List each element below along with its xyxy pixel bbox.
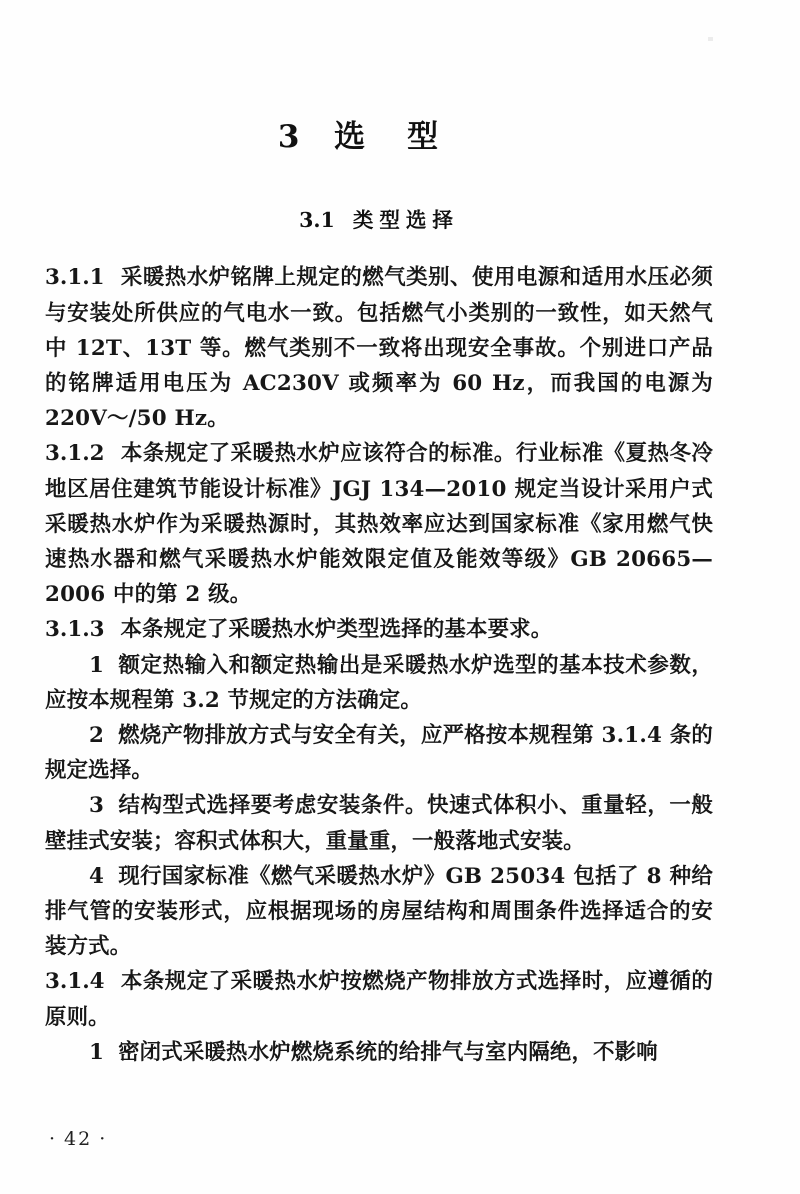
list-item-number: 1	[89, 652, 105, 678]
list-item	[45, 859, 713, 965]
list-item	[45, 1035, 713, 1070]
list-item-number: 4	[89, 863, 105, 889]
list-item-number: 3	[89, 793, 105, 819]
body-text-block	[45, 233, 713, 1070]
clause-number-311: 3.1.1	[45, 265, 105, 291]
clause-paragraph-312	[45, 436, 713, 612]
clause-number-313: 3.1.3	[45, 617, 105, 643]
clause-text-313: 本条规定了采暖热水炉类型选择的基本要求。	[120, 617, 553, 643]
chapter-title-text: 选型	[334, 119, 481, 155]
clause-paragraph-311	[45, 260, 713, 436]
clause-number-314: 3.1.4	[45, 969, 105, 995]
list-item-text: 结构型式选择要考虑安装条件。快速式体积小、重量轻，一般壁挂式安装；容积式体积大，重量重，一般落地式安装。	[45, 793, 713, 854]
folio-dot-right: ·	[99, 1128, 108, 1150]
list-item	[45, 718, 713, 788]
section-title-text: 类型选择	[352, 207, 459, 232]
list-item-number: 1	[89, 1039, 105, 1065]
chapter-number: 3	[277, 119, 301, 155]
list-item-text: 密闭式采暖热水炉燃烧系统的给排气与室内隔绝，不影响	[118, 1039, 658, 1065]
folio-dot-left: ·	[49, 1128, 58, 1150]
list-item-text: 额定热输入和额定热输出是采暖热水炉选型的基本技术参数，应按本规程第 3.2 节规定的方法确定。	[45, 652, 713, 713]
clause-text-312: 本条规定了采暖热水炉应该符合的标准。行业标准《夏热冬冷地区居住建筑节能设计标准》JGJ 134—2010 规定当设计采用户式采暖热水炉作为采暖热源时，其热效率应达到国家标准《家用燃气快速热水器和燃气采暖热水炉能效限定值及能效等级》GB 20665—2006 中的第 2 级。	[45, 441, 713, 608]
clause-paragraph-314	[45, 964, 713, 1034]
page-folio	[42, 1128, 114, 1150]
page-content-column	[45, 0, 713, 1070]
list-item-text: 现行国家标准《燃气采暖热水炉》GB 25034 包括了 8 种给排气管的安装形式，应根据现场的房屋结构和周围条件选择适合的安装方式。	[45, 863, 713, 960]
section-heading	[45, 157, 713, 234]
section-number: 3.1	[299, 207, 335, 232]
list-item	[45, 648, 713, 718]
clause-text-314: 本条规定了采暖热水炉按燃烧产物排放方式选择时，应遵循的原则。	[45, 969, 713, 1030]
list-item	[45, 788, 713, 858]
clause-text-311: 采暖热水炉铭牌上规定的燃气类别、使用电源和适用水压必须与安装处所供应的气电水一致。包括燃气小类别的一致性，如天然气中 12T、13T 等。燃气类别不一致将出现安全事故。个别进口产品的铭牌适用电压为 AC230V 或频率为 60 Hz，而我国的电源为 220V～/50 Hz。	[45, 265, 713, 432]
clause-number-312: 3.1.2	[45, 441, 105, 467]
list-item-number: 2	[89, 723, 105, 749]
chapter-heading	[45, 0, 713, 157]
clause-paragraph-313	[45, 612, 713, 647]
list-item-text: 燃烧产物排放方式与安全有关，应严格按本规程第 3.1.4 条的规定选择。	[45, 723, 713, 784]
folio-page-number: 42	[64, 1128, 93, 1150]
